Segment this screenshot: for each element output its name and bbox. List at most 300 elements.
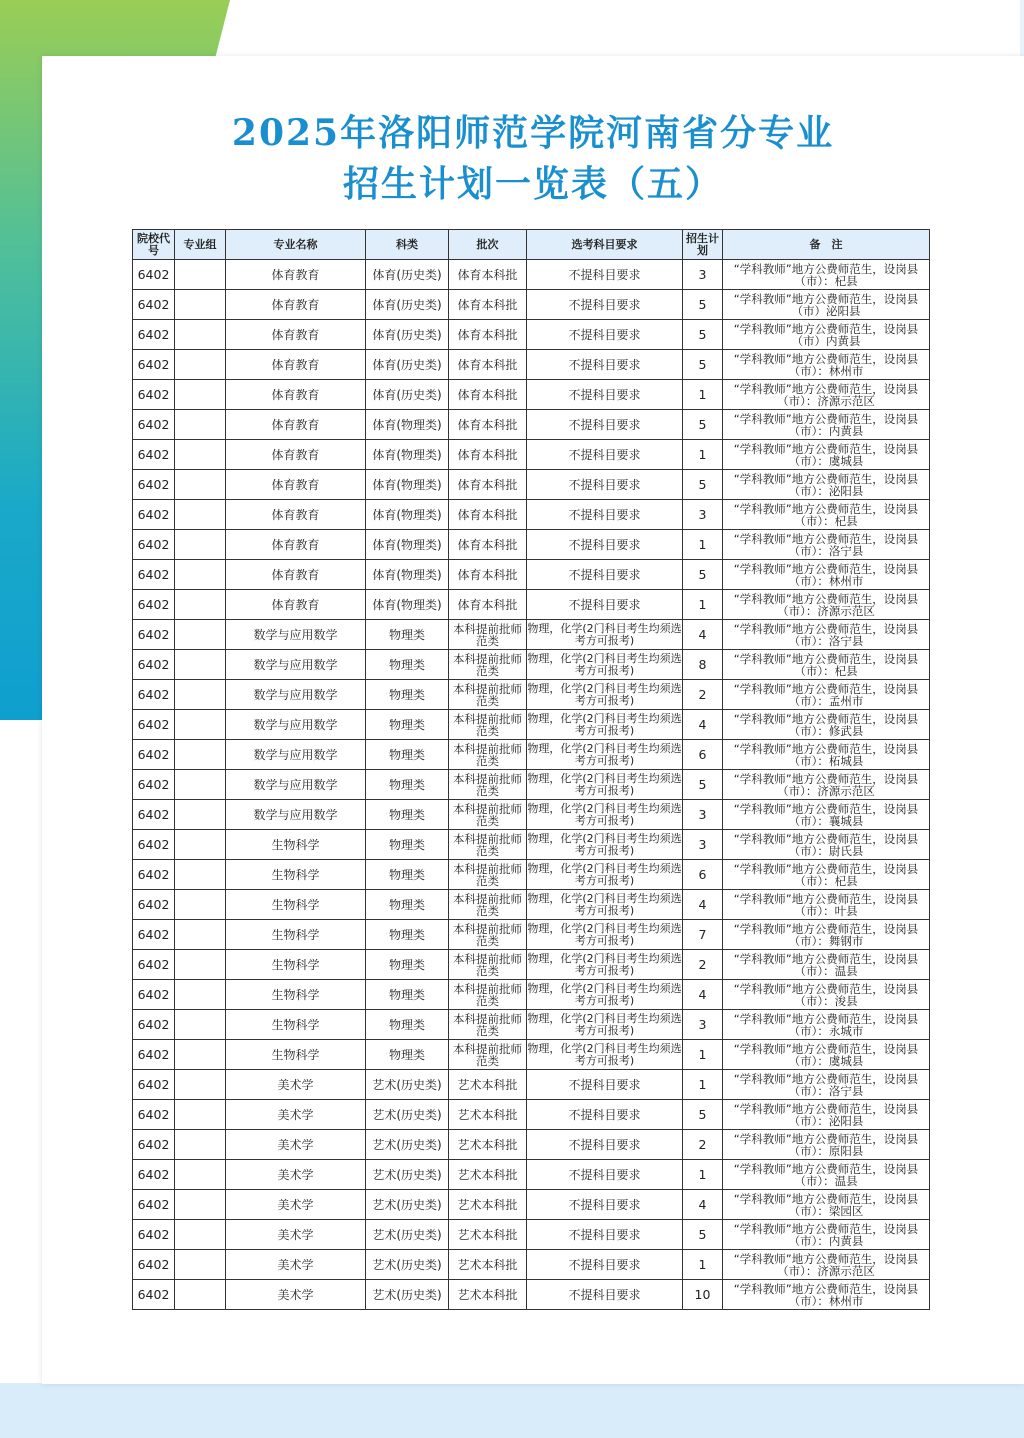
school-code-cell: 6402 xyxy=(133,1100,175,1130)
major-name-cell: 体育教育 xyxy=(226,470,366,500)
subject-requirement-cell: 不提科目要求 xyxy=(527,1070,683,1100)
batch-cell: 艺术本科批 xyxy=(449,1160,527,1190)
category-cell: 艺术(历史类) xyxy=(366,1280,449,1310)
header-batch: 批次 xyxy=(449,230,527,260)
note-cell: “学科教师”地方公费师范生，设岗县（市）：孟州市 xyxy=(723,680,930,710)
plan-count-cell: 1 xyxy=(683,1040,723,1070)
major-name-cell: 生物科学 xyxy=(226,980,366,1010)
subject-requirement-cell: 物理，化学(2门科目考生均须选考方可报考) xyxy=(527,980,683,1010)
plan-count-cell: 8 xyxy=(683,650,723,680)
table-row xyxy=(133,1190,930,1220)
note-cell: “学科教师”地方公费师范生，设岗县（市）：杞县 xyxy=(723,260,930,290)
batch-cell: 体育本科批 xyxy=(449,560,527,590)
batch-cell: 艺术本科批 xyxy=(449,1190,527,1220)
table-row xyxy=(133,890,930,920)
table-row xyxy=(133,560,930,590)
category-cell: 物理类 xyxy=(366,860,449,890)
major-name-cell: 美术学 xyxy=(226,1190,366,1220)
note-cell: “学科教师”地方公费师范生，设岗县（市）：杞县 xyxy=(723,500,930,530)
table-row xyxy=(133,1220,930,1250)
category-cell: 物理类 xyxy=(366,680,449,710)
major-name-cell: 生物科学 xyxy=(226,830,366,860)
major-name-cell: 生物科学 xyxy=(226,920,366,950)
note-cell: “学科教师”地方公费师范生，设岗县（市）：杞县 xyxy=(723,650,930,680)
plan-count-cell: 4 xyxy=(683,710,723,740)
subject-requirement-cell: 不提科目要求 xyxy=(527,1250,683,1280)
school-code-cell: 6402 xyxy=(133,860,175,890)
subject-requirement-cell: 不提科目要求 xyxy=(527,1130,683,1160)
header-major-group: 专业组 xyxy=(175,230,226,260)
school-code-cell: 6402 xyxy=(133,410,175,440)
batch-cell: 本科提前批师范类 xyxy=(449,620,527,650)
batch-cell: 体育本科批 xyxy=(449,380,527,410)
major-name-cell: 数学与应用数学 xyxy=(226,770,366,800)
batch-cell: 本科提前批师范类 xyxy=(449,860,527,890)
plan-count-cell: 5 xyxy=(683,290,723,320)
major-name-cell: 数学与应用数学 xyxy=(226,740,366,770)
subject-requirement-cell: 不提科目要求 xyxy=(527,320,683,350)
table-row xyxy=(133,920,930,950)
major-group-cell xyxy=(175,290,226,320)
major-group-cell xyxy=(175,980,226,1010)
table-row xyxy=(133,1100,930,1130)
batch-cell: 本科提前批师范类 xyxy=(449,950,527,980)
category-cell: 物理类 xyxy=(366,980,449,1010)
batch-cell: 本科提前批师范类 xyxy=(449,770,527,800)
plan-count-cell: 1 xyxy=(683,440,723,470)
major-name-cell: 体育教育 xyxy=(226,590,366,620)
table-row xyxy=(133,710,930,740)
header-plan-count: 招生计划 xyxy=(683,230,723,260)
plan-count-cell: 5 xyxy=(683,470,723,500)
subject-requirement-cell: 不提科目要求 xyxy=(527,530,683,560)
major-group-cell xyxy=(175,740,226,770)
plan-count-cell: 5 xyxy=(683,320,723,350)
major-name-cell: 体育教育 xyxy=(226,560,366,590)
table-row xyxy=(133,1130,930,1160)
category-cell: 物理类 xyxy=(366,800,449,830)
table-row xyxy=(133,1160,930,1190)
note-cell: “学科教师”地方公费师范生，设岗县（市）：内黄县 xyxy=(723,1220,930,1250)
category-cell: 体育(历史类) xyxy=(366,350,449,380)
major-group-cell xyxy=(175,680,226,710)
school-code-cell: 6402 xyxy=(133,1010,175,1040)
batch-cell: 体育本科批 xyxy=(449,260,527,290)
plan-count-cell: 4 xyxy=(683,620,723,650)
batch-cell: 本科提前批师范类 xyxy=(449,1040,527,1070)
plan-count-cell: 3 xyxy=(683,800,723,830)
note-cell: “学科教师”地方公费师范生，设岗县（市）：叶县 xyxy=(723,890,930,920)
note-cell: “学科教师”地方公费师范生，设岗县（市）：永城市 xyxy=(723,1010,930,1040)
table-row xyxy=(133,590,930,620)
major-name-cell: 数学与应用数学 xyxy=(226,620,366,650)
table-row xyxy=(133,740,930,770)
table-row xyxy=(133,500,930,530)
category-cell: 体育(物理类) xyxy=(366,560,449,590)
school-code-cell: 6402 xyxy=(133,740,175,770)
plan-count-cell: 1 xyxy=(683,380,723,410)
header-major-name: 专业名称 xyxy=(226,230,366,260)
table-row xyxy=(133,470,930,500)
subject-requirement-cell: 不提科目要求 xyxy=(527,1190,683,1220)
subject-requirement-cell: 不提科目要求 xyxy=(527,1100,683,1130)
table-row xyxy=(133,980,930,1010)
major-name-cell: 美术学 xyxy=(226,1070,366,1100)
major-group-cell xyxy=(175,1010,226,1040)
title-line-1: 2025年洛阳师范学院河南省分专业 xyxy=(231,112,835,154)
major-name-cell: 生物科学 xyxy=(226,1010,366,1040)
major-group-cell xyxy=(175,950,226,980)
table-row xyxy=(133,530,930,560)
note-cell: “学科教师”地方公费师范生，设岗县（市）：泌阳县 xyxy=(723,1100,930,1130)
batch-cell: 体育本科批 xyxy=(449,470,527,500)
category-cell: 艺术(历史类) xyxy=(366,1160,449,1190)
major-name-cell: 数学与应用数学 xyxy=(226,800,366,830)
major-group-cell xyxy=(175,470,226,500)
school-code-cell: 6402 xyxy=(133,620,175,650)
batch-cell: 体育本科批 xyxy=(449,530,527,560)
category-cell: 体育(物理类) xyxy=(366,590,449,620)
header-category: 科类 xyxy=(366,230,449,260)
major-name-cell: 体育教育 xyxy=(226,320,366,350)
batch-cell: 体育本科批 xyxy=(449,320,527,350)
note-cell: “学科教师”地方公费师范生，设岗县（市）泌阳县 xyxy=(723,290,930,320)
category-cell: 艺术(历史类) xyxy=(366,1250,449,1280)
table-row xyxy=(133,830,930,860)
school-code-cell: 6402 xyxy=(133,1070,175,1100)
note-cell: “学科教师”地方公费师范生，设岗县（市）：温县 xyxy=(723,1160,930,1190)
batch-cell: 本科提前批师范类 xyxy=(449,1010,527,1040)
major-name-cell: 美术学 xyxy=(226,1130,366,1160)
decorative-bottom-band xyxy=(0,1383,1024,1438)
subject-requirement-cell: 不提科目要求 xyxy=(527,380,683,410)
title-line-2: 招生计划一览表（五） xyxy=(342,163,723,205)
table-row xyxy=(133,290,930,320)
table-row xyxy=(133,620,930,650)
table-row xyxy=(133,380,930,410)
plan-count-cell: 2 xyxy=(683,1130,723,1160)
category-cell: 物理类 xyxy=(366,1040,449,1070)
major-name-cell: 数学与应用数学 xyxy=(226,650,366,680)
category-cell: 物理类 xyxy=(366,920,449,950)
major-name-cell: 体育教育 xyxy=(226,260,366,290)
major-group-cell xyxy=(175,530,226,560)
major-group-cell xyxy=(175,920,226,950)
note-cell: “学科教师”地方公费师范生，设岗县（市）：内黄县 xyxy=(723,410,930,440)
plan-count-cell: 6 xyxy=(683,740,723,770)
subject-requirement-cell: 不提科目要求 xyxy=(527,560,683,590)
category-cell: 体育(物理类) xyxy=(366,500,449,530)
major-name-cell: 体育教育 xyxy=(226,380,366,410)
category-cell: 体育(历史类) xyxy=(366,290,449,320)
school-code-cell: 6402 xyxy=(133,260,175,290)
subject-requirement-cell: 物理，化学(2门科目考生均须选考方可报考) xyxy=(527,860,683,890)
table-row xyxy=(133,1280,930,1310)
major-group-cell xyxy=(175,380,226,410)
major-group-cell xyxy=(175,320,226,350)
subject-requirement-cell: 不提科目要求 xyxy=(527,500,683,530)
major-group-cell xyxy=(175,650,226,680)
major-group-cell xyxy=(175,1130,226,1160)
table-row xyxy=(133,260,930,290)
subject-requirement-cell: 物理，化学(2门科目考生均须选考方可报考) xyxy=(527,950,683,980)
major-group-cell xyxy=(175,1190,226,1220)
note-cell: “学科教师”地方公费师范生，设岗县（市）：林州市 xyxy=(723,560,930,590)
school-code-cell: 6402 xyxy=(133,1130,175,1160)
note-cell: “学科教师”地方公费师范生，设岗县（市）：济源示范区 xyxy=(723,380,930,410)
category-cell: 物理类 xyxy=(366,740,449,770)
category-cell: 物理类 xyxy=(366,770,449,800)
plan-count-cell: 3 xyxy=(683,830,723,860)
major-group-cell xyxy=(175,440,226,470)
category-cell: 物理类 xyxy=(366,650,449,680)
header-subject-requirement: 选考科目要求 xyxy=(527,230,683,260)
major-name-cell: 生物科学 xyxy=(226,1040,366,1070)
major-group-cell xyxy=(175,1040,226,1070)
major-name-cell: 生物科学 xyxy=(226,950,366,980)
major-group-cell xyxy=(175,410,226,440)
table-row xyxy=(133,1010,930,1040)
category-cell: 艺术(历史类) xyxy=(366,1070,449,1100)
note-cell: “学科教师”地方公费师范生，设岗县（市）：尉氏县 xyxy=(723,830,930,860)
note-cell: “学科教师”地方公费师范生，设岗县（市）：杞县 xyxy=(723,860,930,890)
note-cell: “学科教师”地方公费师范生，设岗县（市）：洛宁县 xyxy=(723,1070,930,1100)
school-code-cell: 6402 xyxy=(133,1280,175,1310)
plan-count-cell: 7 xyxy=(683,920,723,950)
category-cell: 物理类 xyxy=(366,890,449,920)
school-code-cell: 6402 xyxy=(133,470,175,500)
plan-count-cell: 3 xyxy=(683,500,723,530)
subject-requirement-cell: 不提科目要求 xyxy=(527,1220,683,1250)
school-code-cell: 6402 xyxy=(133,1220,175,1250)
table-row xyxy=(133,680,930,710)
subject-requirement-cell: 物理，化学(2门科目考生均须选考方可报考) xyxy=(527,740,683,770)
batch-cell: 本科提前批师范类 xyxy=(449,680,527,710)
batch-cell: 本科提前批师范类 xyxy=(449,710,527,740)
major-name-cell: 美术学 xyxy=(226,1100,366,1130)
note-cell: “学科教师”地方公费师范生，设岗县（市）：济源示范区 xyxy=(723,770,930,800)
note-cell: “学科教师”地方公费师范生，设岗县（市）：襄城县 xyxy=(723,800,930,830)
school-code-cell: 6402 xyxy=(133,1190,175,1220)
plan-count-cell: 5 xyxy=(683,560,723,590)
note-cell: “学科教师”地方公费师范生，设岗县（市）：修武县 xyxy=(723,710,930,740)
plan-count-cell: 5 xyxy=(683,770,723,800)
subject-requirement-cell: 不提科目要求 xyxy=(527,1160,683,1190)
major-group-cell xyxy=(175,860,226,890)
batch-cell: 本科提前批师范类 xyxy=(449,920,527,950)
subject-requirement-cell: 物理，化学(2门科目考生均须选考方可报考) xyxy=(527,680,683,710)
plan-count-cell: 5 xyxy=(683,1100,723,1130)
category-cell: 物理类 xyxy=(366,950,449,980)
school-code-cell: 6402 xyxy=(133,800,175,830)
category-cell: 物理类 xyxy=(366,620,449,650)
school-code-cell: 6402 xyxy=(133,1250,175,1280)
batch-cell: 体育本科批 xyxy=(449,500,527,530)
major-name-cell: 体育教育 xyxy=(226,410,366,440)
major-name-cell: 体育教育 xyxy=(226,500,366,530)
major-name-cell: 数学与应用数学 xyxy=(226,680,366,710)
school-code-cell: 6402 xyxy=(133,950,175,980)
note-cell: “学科教师”地方公费师范生，设岗县（市）：温县 xyxy=(723,950,930,980)
school-code-cell: 6402 xyxy=(133,980,175,1010)
subject-requirement-cell: 物理，化学(2门科目考生均须选考方可报考) xyxy=(527,650,683,680)
header-school-code: 院校代号 xyxy=(133,230,175,260)
plan-count-cell: 4 xyxy=(683,980,723,1010)
subject-requirement-cell: 物理，化学(2门科目考生均须选考方可报考) xyxy=(527,830,683,860)
major-group-cell xyxy=(175,770,226,800)
major-group-cell xyxy=(175,830,226,860)
batch-cell: 本科提前批师范类 xyxy=(449,740,527,770)
major-group-cell xyxy=(175,800,226,830)
subject-requirement-cell: 不提科目要求 xyxy=(527,410,683,440)
category-cell: 体育(历史类) xyxy=(366,320,449,350)
table-row xyxy=(133,320,930,350)
subject-requirement-cell: 不提科目要求 xyxy=(527,260,683,290)
plan-count-cell: 5 xyxy=(683,410,723,440)
note-cell: “学科教师”地方公费师范生，设岗县（市）：济源示范区 xyxy=(723,1250,930,1280)
table-row xyxy=(133,950,930,980)
plan-count-cell: 2 xyxy=(683,950,723,980)
subject-requirement-cell: 物理，化学(2门科目考生均须选考方可报考) xyxy=(527,890,683,920)
note-cell: “学科教师”地方公费师范生，设岗县（市）：泌阳县 xyxy=(723,470,930,500)
batch-cell: 体育本科批 xyxy=(449,290,527,320)
major-name-cell: 体育教育 xyxy=(226,290,366,320)
school-code-cell: 6402 xyxy=(133,1040,175,1070)
school-code-cell: 6402 xyxy=(133,650,175,680)
subject-requirement-cell: 物理，化学(2门科目考生均须选考方可报考) xyxy=(527,620,683,650)
table-row xyxy=(133,860,930,890)
major-group-cell xyxy=(175,590,226,620)
school-code-cell: 6402 xyxy=(133,290,175,320)
batch-cell: 艺术本科批 xyxy=(449,1250,527,1280)
major-group-cell xyxy=(175,1160,226,1190)
major-group-cell xyxy=(175,350,226,380)
major-name-cell: 生物科学 xyxy=(226,860,366,890)
category-cell: 体育(历史类) xyxy=(366,380,449,410)
subject-requirement-cell: 物理，化学(2门科目考生均须选考方可报考) xyxy=(527,1040,683,1070)
subject-requirement-cell: 物理，化学(2门科目考生均须选考方可报考) xyxy=(527,770,683,800)
batch-cell: 艺术本科批 xyxy=(449,1130,527,1160)
batch-cell: 体育本科批 xyxy=(449,410,527,440)
category-cell: 体育(物理类) xyxy=(366,470,449,500)
major-group-cell xyxy=(175,500,226,530)
school-code-cell: 6402 xyxy=(133,590,175,620)
table-row xyxy=(133,440,930,470)
plan-count-cell: 1 xyxy=(683,590,723,620)
batch-cell: 艺术本科批 xyxy=(449,1280,527,1310)
plan-count-cell: 4 xyxy=(683,890,723,920)
category-cell: 艺术(历史类) xyxy=(366,1190,449,1220)
batch-cell: 艺术本科批 xyxy=(449,1070,527,1100)
table-row xyxy=(133,410,930,440)
subject-requirement-cell: 不提科目要求 xyxy=(527,1280,683,1310)
note-cell: “学科教师”地方公费师范生，设岗县（市）：洛宁县 xyxy=(723,620,930,650)
subject-requirement-cell: 物理，化学(2门科目考生均须选考方可报考) xyxy=(527,800,683,830)
school-code-cell: 6402 xyxy=(133,890,175,920)
plan-count-cell: 1 xyxy=(683,1250,723,1280)
category-cell: 物理类 xyxy=(366,830,449,860)
subject-requirement-cell: 不提科目要求 xyxy=(527,290,683,320)
major-name-cell: 美术学 xyxy=(226,1160,366,1190)
subject-requirement-cell: 不提科目要求 xyxy=(527,590,683,620)
plan-count-cell: 3 xyxy=(683,1010,723,1040)
major-group-cell xyxy=(175,1280,226,1310)
note-cell: “学科教师”地方公费师范生，设岗县（市）：虞城县 xyxy=(723,1040,930,1070)
subject-requirement-cell: 不提科目要求 xyxy=(527,470,683,500)
category-cell: 物理类 xyxy=(366,1010,449,1040)
major-name-cell: 美术学 xyxy=(226,1220,366,1250)
category-cell: 体育(物理类) xyxy=(366,410,449,440)
major-name-cell: 美术学 xyxy=(226,1250,366,1280)
plan-count-cell: 3 xyxy=(683,260,723,290)
table-row xyxy=(133,1070,930,1100)
subject-requirement-cell: 物理，化学(2门科目考生均须选考方可报考) xyxy=(527,1010,683,1040)
major-name-cell: 体育教育 xyxy=(226,350,366,380)
major-group-cell xyxy=(175,1250,226,1280)
batch-cell: 本科提前批师范类 xyxy=(449,650,527,680)
major-name-cell: 数学与应用数学 xyxy=(226,710,366,740)
enrollment-plan-table xyxy=(132,229,930,1310)
plan-count-cell: 1 xyxy=(683,1070,723,1100)
note-cell: “学科教师”地方公费师范生，设岗县（市）：浚县 xyxy=(723,980,930,1010)
batch-cell: 体育本科批 xyxy=(449,350,527,380)
batch-cell: 本科提前批师范类 xyxy=(449,830,527,860)
note-cell: “学科教师”地方公费师范生，设岗县（市）：舞钢市 xyxy=(723,920,930,950)
major-name-cell: 生物科学 xyxy=(226,890,366,920)
table-row xyxy=(133,770,930,800)
major-group-cell xyxy=(175,1070,226,1100)
school-code-cell: 6402 xyxy=(133,440,175,470)
subject-requirement-cell: 物理，化学(2门科目考生均须选考方可报考) xyxy=(527,710,683,740)
category-cell: 艺术(历史类) xyxy=(366,1130,449,1160)
school-code-cell: 6402 xyxy=(133,320,175,350)
page-title xyxy=(42,108,1024,210)
table-row xyxy=(133,800,930,830)
table-row xyxy=(133,1250,930,1280)
batch-cell: 艺术本科批 xyxy=(449,1220,527,1250)
major-group-cell xyxy=(175,1100,226,1130)
school-code-cell: 6402 xyxy=(133,560,175,590)
major-group-cell xyxy=(175,260,226,290)
plan-count-cell: 4 xyxy=(683,1190,723,1220)
major-group-cell xyxy=(175,1220,226,1250)
major-group-cell xyxy=(175,620,226,650)
category-cell: 艺术(历史类) xyxy=(366,1100,449,1130)
note-cell: “学科教师”地方公费师范生，设岗县（市）：林州市 xyxy=(723,1280,930,1310)
plan-count-cell: 1 xyxy=(683,530,723,560)
plan-count-cell: 2 xyxy=(683,680,723,710)
note-cell: “学科教师”地方公费师范生，设岗县（市）内黄县 xyxy=(723,320,930,350)
table-row xyxy=(133,1040,930,1070)
major-name-cell: 美术学 xyxy=(226,1280,366,1310)
school-code-cell: 6402 xyxy=(133,710,175,740)
school-code-cell: 6402 xyxy=(133,920,175,950)
school-code-cell: 6402 xyxy=(133,680,175,710)
school-code-cell: 6402 xyxy=(133,350,175,380)
school-code-cell: 6402 xyxy=(133,1160,175,1190)
note-cell: “学科教师”地方公费师范生，设岗县（市）：洛宁县 xyxy=(723,530,930,560)
plan-count-cell: 6 xyxy=(683,860,723,890)
school-code-cell: 6402 xyxy=(133,530,175,560)
school-code-cell: 6402 xyxy=(133,770,175,800)
subject-requirement-cell: 不提科目要求 xyxy=(527,350,683,380)
major-name-cell: 体育教育 xyxy=(226,530,366,560)
note-cell: “学科教师”地方公费师范生，设岗县（市）：虞城县 xyxy=(723,440,930,470)
note-cell: “学科教师”地方公费师范生，设岗县（市）：林州市 xyxy=(723,350,930,380)
major-name-cell: 体育教育 xyxy=(226,440,366,470)
major-group-cell xyxy=(175,710,226,740)
category-cell: 体育(历史类) xyxy=(366,260,449,290)
